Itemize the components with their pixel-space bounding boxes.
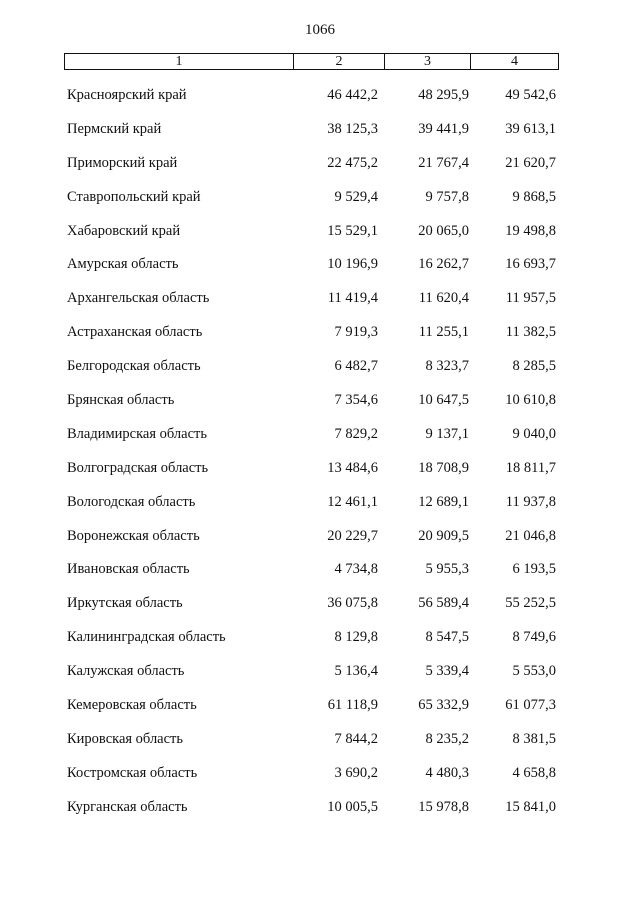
value-col3-cell: 18 708,9 [418,459,469,476]
region-name-cell: Хабаровский край [67,222,181,239]
column-header-4: 4 [511,54,518,69]
value-col3-cell: 20 909,5 [418,527,469,544]
table-row [0,762,640,796]
region-name-cell: Брянская область [67,392,175,409]
region-name-cell: Костромская область [67,764,198,781]
value-col2-cell: 61 118,9 [327,697,378,714]
value-col4-cell: 9 040,0 [512,425,556,442]
table-row [0,423,640,457]
value-col4-cell: 61 077,3 [505,697,556,714]
value-col3-cell: 5 339,4 [425,663,469,680]
value-col3-cell: 8 547,5 [425,629,469,646]
value-col2-cell: 22 475,2 [327,154,378,171]
region-name-cell: Кировская область [67,730,184,747]
value-col2-cell: 12 461,1 [327,493,378,510]
value-col4-cell: 6 193,5 [512,561,556,578]
region-name-cell: Астраханская область [67,324,203,341]
value-col2-cell: 15 529,1 [327,222,378,239]
region-name-cell: Волгоградская область [67,459,209,476]
value-col2-cell: 46 442,2 [327,87,378,103]
value-col2-cell: 7 844,2 [334,730,378,747]
value-col2-cell: 13 484,6 [327,459,378,476]
table-header [64,53,559,70]
table-row [0,457,640,491]
region-name-cell: Вологодская область [67,493,196,510]
value-col3-cell: 20 065,0 [418,222,469,239]
value-col4-cell: 16 693,7 [505,256,556,273]
table-row [0,287,640,321]
table-row [0,626,640,660]
table-row [0,220,640,254]
value-col3-cell: 12 689,1 [418,493,469,510]
region-name-cell: Красноярский край [67,87,187,103]
value-col4-cell: 55 252,5 [505,595,556,612]
table-row [0,660,640,694]
value-col2-cell: 36 075,8 [327,595,378,612]
column-header-1: 1 [65,54,294,69]
value-col3-cell: 11 620,4 [418,290,469,307]
table-row [0,355,640,389]
value-col4-cell: 11 382,5 [505,324,556,341]
value-col2-cell: 11 419,4 [327,290,378,307]
table-row [0,253,640,287]
value-col4-cell: 19 498,8 [505,222,556,239]
value-col3-cell: 11 255,1 [418,324,469,341]
region-name-cell: Ивановская область [67,561,190,578]
table-row [0,796,640,830]
region-name-cell: Ставропольский край [67,188,201,205]
value-col4-cell: 10 610,8 [505,392,556,409]
value-col2-cell: 8 129,8 [334,629,378,646]
value-col2-cell: 4 734,8 [334,561,378,578]
value-col2-cell: 7 354,6 [334,392,378,409]
value-col2-cell: 5 136,4 [334,663,378,680]
value-col4-cell: 11 957,5 [505,290,556,307]
region-name-cell: Амурская область [67,256,179,273]
value-col4-cell: 49 542,6 [505,87,556,103]
value-col4-cell: 11 937,8 [505,493,556,510]
value-col3-cell: 8 323,7 [425,358,469,375]
region-name-cell: Иркутская область [67,595,183,612]
value-col2-cell: 20 229,7 [327,527,378,544]
value-col2-cell: 10 005,5 [327,798,378,815]
region-name-cell: Калужская область [67,663,185,680]
value-col4-cell: 8 381,5 [512,730,556,747]
value-col3-cell: 8 235,2 [425,730,469,747]
column-header-2: 2 [294,54,385,69]
region-name-cell: Воронежская область [67,527,200,544]
table-row [0,592,640,626]
value-col4-cell: 15 841,0 [505,798,556,815]
value-col2-cell: 9 529,4 [334,188,378,205]
value-col4-cell: 21 620,7 [505,154,556,171]
region-name-cell: Кемеровская область [67,697,197,714]
value-col3-cell: 39 441,9 [418,120,469,137]
value-col4-cell: 21 046,8 [505,527,556,544]
page-number: 1066 [305,22,335,38]
region-name-cell: Владимирская область [67,425,207,442]
value-col2-cell: 10 196,9 [327,256,378,273]
table-row [0,389,640,423]
value-col3-cell: 16 262,7 [418,256,469,273]
value-col4-cell: 4 658,8 [512,764,556,781]
table-row [0,152,640,186]
table-body [0,84,640,830]
region-name-cell: Архангельская область [67,290,210,307]
value-col3-cell: 9 757,8 [425,188,469,205]
table-row [0,728,640,762]
region-name-cell: Белгородская область [67,358,201,375]
table-row [0,525,640,559]
column-header-3: 3 [385,54,471,69]
value-col4-cell: 8 285,5 [512,358,556,375]
value-col4-cell: 9 868,5 [512,188,556,205]
table-row [0,118,640,152]
value-col2-cell: 7 829,2 [334,425,378,442]
table-row [0,186,640,220]
value-col3-cell: 56 589,4 [418,595,469,612]
value-col2-cell: 6 482,7 [334,358,378,375]
value-col2-cell: 3 690,2 [334,764,378,781]
region-name-cell: Калининградская область [67,629,226,646]
region-name-cell: Курганская область [67,798,188,815]
region-name-cell: Пермский край [67,120,162,137]
value-col3-cell: 5 955,3 [425,561,469,578]
table-row [0,491,640,525]
value-col3-cell: 21 767,4 [418,154,469,171]
table-row [0,321,640,355]
value-col3-cell: 10 647,5 [418,392,469,409]
region-name-cell: Приморский край [67,154,178,171]
table-row [0,84,640,118]
value-col4-cell: 39 613,1 [505,120,556,137]
value-col3-cell: 15 978,8 [418,798,469,815]
value-col3-cell: 9 137,1 [425,425,469,442]
value-col4-cell: 8 749,6 [512,629,556,646]
value-col2-cell: 7 919,3 [334,324,378,341]
value-col3-cell: 48 295,9 [418,87,469,103]
value-col3-cell: 65 332,9 [418,697,469,714]
value-col4-cell: 18 811,7 [505,459,556,476]
value-col3-cell: 4 480,3 [425,764,469,781]
table-row [0,558,640,592]
value-col2-cell: 38 125,3 [327,120,378,137]
value-col4-cell: 5 553,0 [512,663,556,680]
table-row [0,694,640,728]
